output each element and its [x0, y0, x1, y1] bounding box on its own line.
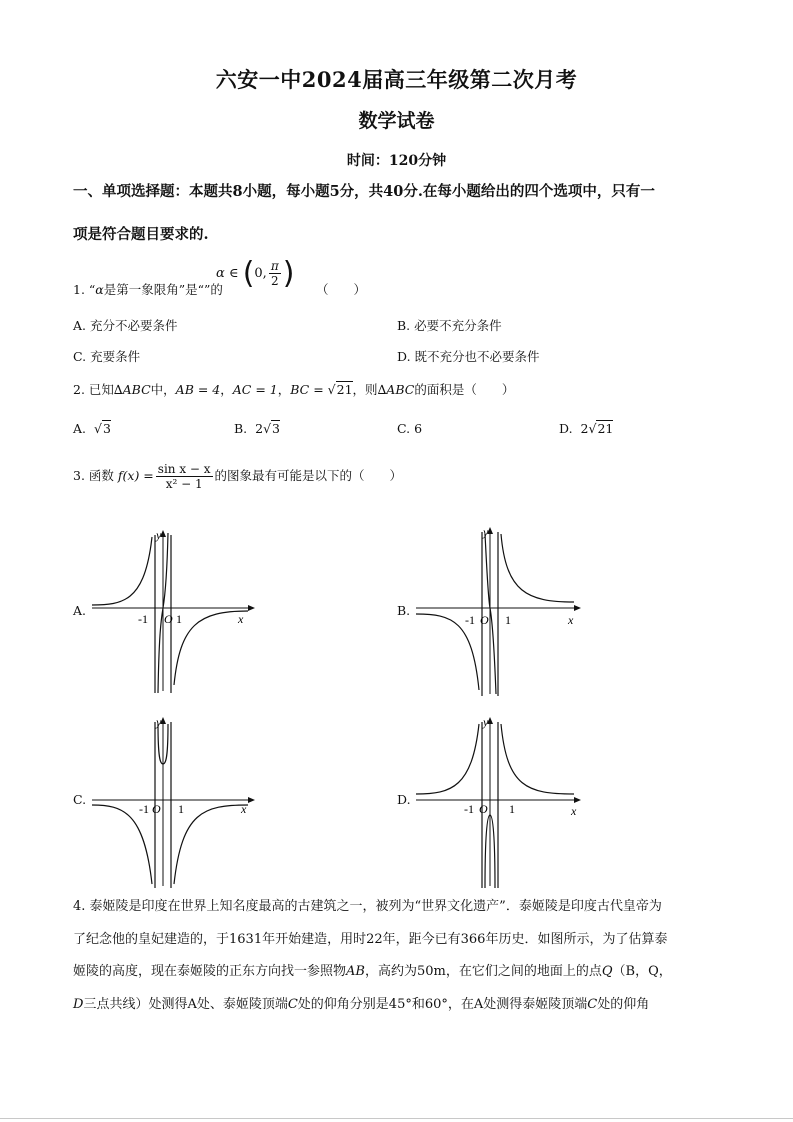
- q1-cond-left: α ∈: [216, 266, 239, 281]
- q2-option-a-root: 3: [102, 421, 111, 436]
- q2-triangle2: ∆ABC: [377, 382, 415, 397]
- q4-line-1: 4. 泰姬陵是印度在世界上知名度最高的古建筑之一，被列为“世界文化遗产”．泰姬陵是印度古代皇帝为: [73, 899, 662, 914]
- q1-option-a-text: 充分不必要条件: [90, 318, 178, 333]
- q2-option-a[interactable]: A. √3: [73, 421, 111, 436]
- q3-graph-d[interactable]: [412, 712, 584, 890]
- q4-he: 和: [411, 997, 425, 1012]
- graph-d-curve-right: [501, 724, 574, 794]
- graph-c-one: 1: [178, 802, 184, 816]
- q4-line-3: [73, 960, 672, 979]
- graph-c-origin: O: [152, 802, 161, 816]
- q3-option-d-label[interactable]: D.: [397, 792, 411, 807]
- q1-option-b[interactable]: [397, 316, 502, 334]
- q2-tail: 的面积是（ ）: [414, 382, 515, 397]
- section-heading-line2: 项是符合题目要求的.: [73, 226, 209, 243]
- graph-d-one: 1: [509, 802, 515, 816]
- q4-d: D: [73, 997, 84, 1012]
- graph-d-y-label: y: [483, 715, 489, 729]
- q2-option-d-label: D.: [559, 421, 573, 436]
- q3-numerator: sin x − x: [157, 462, 211, 476]
- graph-c-curve-left: [92, 805, 152, 884]
- q4-c: C: [287, 997, 298, 1012]
- q2-prefix: 2. 已知: [73, 382, 114, 397]
- graph-c-curve-right: [174, 805, 248, 884]
- q3-prefix: 3. 函数: [73, 468, 114, 483]
- q1-option-d-label: D.: [397, 349, 411, 364]
- graph-a-neg1: -1: [138, 612, 148, 626]
- q3-fx: f(x) =: [117, 468, 154, 483]
- q2-option-d[interactable]: D. 2√21: [559, 421, 614, 436]
- q1-option-c-text: 充要条件: [90, 349, 141, 364]
- q1-prefix: 1. “: [73, 282, 96, 297]
- graph-b-x-arrow-icon: [574, 605, 581, 611]
- graph-c-y-label: y: [156, 715, 162, 729]
- q4-height: 50m: [416, 964, 446, 979]
- q2-triangle: ∆ABC: [113, 382, 151, 397]
- q3-tail: 的图象最有可能是以下的（ ）: [214, 468, 403, 483]
- q2-comma2: ，: [277, 382, 291, 397]
- graph-d-origin: O: [479, 802, 488, 816]
- q2-option-b[interactable]: B. 2√3: [234, 421, 280, 436]
- q2-bc-root: 21: [336, 382, 353, 397]
- q1-left-paren: (: [242, 256, 255, 291]
- q1-condition: [216, 256, 294, 291]
- graph-a-y-label: y: [156, 528, 162, 542]
- q2-comma1: ，: [220, 382, 233, 397]
- q1-option-a-label: A.: [73, 318, 87, 333]
- graph-b-y-label: y: [483, 525, 489, 539]
- q1-option-d-text: 既不充分也不必要条件: [414, 349, 540, 364]
- q4-q: Q: [601, 964, 613, 979]
- q4-line-4: [73, 993, 649, 1012]
- q2-option-a-label: A.: [73, 421, 87, 436]
- q1-interval-left: 0,: [254, 266, 267, 281]
- q1-pi: π: [270, 259, 279, 273]
- q2-ac: AC = 1: [232, 382, 278, 397]
- q4-angle-60: 60°: [424, 997, 448, 1012]
- graph-d-x-label: x: [571, 804, 577, 818]
- q3-fraction: [156, 462, 213, 491]
- q4-line-3a: 姬陵的高度，现在泰姬陵的正东方向找一参照物: [73, 964, 347, 979]
- q4-line-2: 了纪念他的皇妃建造的，于1631年开始建造，用时22年，距今已有366年历史．如图所示，为了估算泰: [73, 932, 668, 947]
- q1-option-b-text: 必要不充分条件: [414, 318, 502, 333]
- q1-mid: 是第一象限角”是“: [103, 282, 205, 297]
- question-3-stem: [73, 462, 402, 491]
- q2-option-b-coef: 2: [255, 421, 264, 436]
- graph-c-x-label: x: [241, 802, 247, 816]
- q4-line-3d: （B，Q，: [612, 964, 672, 979]
- q4-angle-45: 45°: [388, 997, 412, 1012]
- q1-right-paren: ): [282, 256, 295, 291]
- q1-option-a[interactable]: [73, 316, 178, 334]
- q2-ab: AB = 4: [175, 382, 221, 397]
- q3-graph-a[interactable]: [88, 525, 258, 695]
- q3-option-c-label[interactable]: C.: [73, 792, 87, 807]
- q1-option-c[interactable]: [73, 347, 140, 365]
- graph-a-x-label: x: [238, 612, 244, 626]
- q1-suffix: ”的: [204, 282, 223, 297]
- graph-c-neg1: -1: [139, 802, 149, 816]
- graph-d-x-arrow-icon: [574, 797, 581, 803]
- q3-graph-b[interactable]: [412, 522, 584, 698]
- q4-c2: C: [587, 997, 598, 1012]
- q1-answer-paren: （ ）: [316, 282, 367, 297]
- q2-comma3: ，则: [352, 382, 378, 397]
- graph-a-curve-right: [174, 611, 248, 685]
- q2-bc: BC =: [290, 382, 328, 397]
- graph-d-curve-left: [416, 724, 479, 794]
- q1-option-b-label: B.: [397, 318, 411, 333]
- q4-line-4b: 三点共线）处测得A处、泰姬陵顶端: [83, 997, 288, 1012]
- q3-option-a-label[interactable]: A.: [73, 603, 87, 618]
- graph-b-one: 1: [505, 613, 511, 627]
- q3-graph-c[interactable]: [88, 712, 258, 890]
- q1-option-d[interactable]: [397, 347, 540, 365]
- graph-b-curve-right: [501, 534, 574, 602]
- q4-line-3c: ，在它们之间的地面上的点: [445, 964, 602, 979]
- q2-option-b-root: 3: [272, 421, 280, 436]
- q2-option-d-root: 21: [597, 421, 614, 436]
- graph-b-x-label: x: [568, 613, 574, 627]
- q2-option-c-value: 6: [414, 421, 423, 436]
- q4-line-4c: 处的仰角分别是: [297, 997, 389, 1012]
- q4-ab: AB: [346, 964, 365, 979]
- graph-a-x-arrow-icon: [248, 605, 255, 611]
- question-1-stem: [73, 280, 223, 298]
- q1-two: 2: [270, 274, 279, 288]
- question-2-stem: 2. 已知∆ABC中，AB = 4，AC = 1，BC = √21，则∆ABC的面积是（ ）: [73, 382, 515, 397]
- q1-pi-over-two: [269, 259, 281, 288]
- graph-d-neg1: -1: [464, 802, 474, 816]
- q4-line-4e: 处的仰角: [597, 997, 650, 1012]
- graph-c-x-arrow-icon: [248, 797, 255, 803]
- graph-a-curve-left: [92, 537, 152, 605]
- page-bottom-divider: [0, 1118, 793, 1119]
- subject-title: 数学试卷: [358, 110, 435, 132]
- graph-b-neg1: -1: [465, 613, 475, 627]
- q1-option-c-label: C.: [73, 349, 87, 364]
- exam-title: 六安一中2024届高三年级第二次月考: [215, 67, 578, 92]
- q3-option-b-label[interactable]: B.: [397, 603, 411, 618]
- q2-option-c[interactable]: [397, 421, 422, 436]
- q4-line-4d: ，在A处测得泰姬陵顶端: [447, 997, 588, 1012]
- section-heading-line1: 一、单项选择题：本题共8小题，每小题5分，共40分.在每小题给出的四个选项中，只有一: [73, 183, 655, 200]
- q2-option-c-label: C.: [397, 421, 411, 436]
- q1-alpha: α: [95, 282, 104, 297]
- graph-b-origin: O: [480, 613, 489, 627]
- graph-a-one: 1: [176, 612, 182, 626]
- q4-line-3b: ，高约为: [364, 964, 417, 979]
- graph-a-origin: O: [164, 612, 173, 626]
- q2-option-b-label: B.: [234, 421, 248, 436]
- q2-zhong: 中，: [150, 382, 176, 397]
- q3-denominator: x² − 1: [165, 477, 203, 491]
- exam-time: 时间：120分钟: [346, 153, 447, 169]
- q2-option-d-coef: 2: [580, 421, 589, 436]
